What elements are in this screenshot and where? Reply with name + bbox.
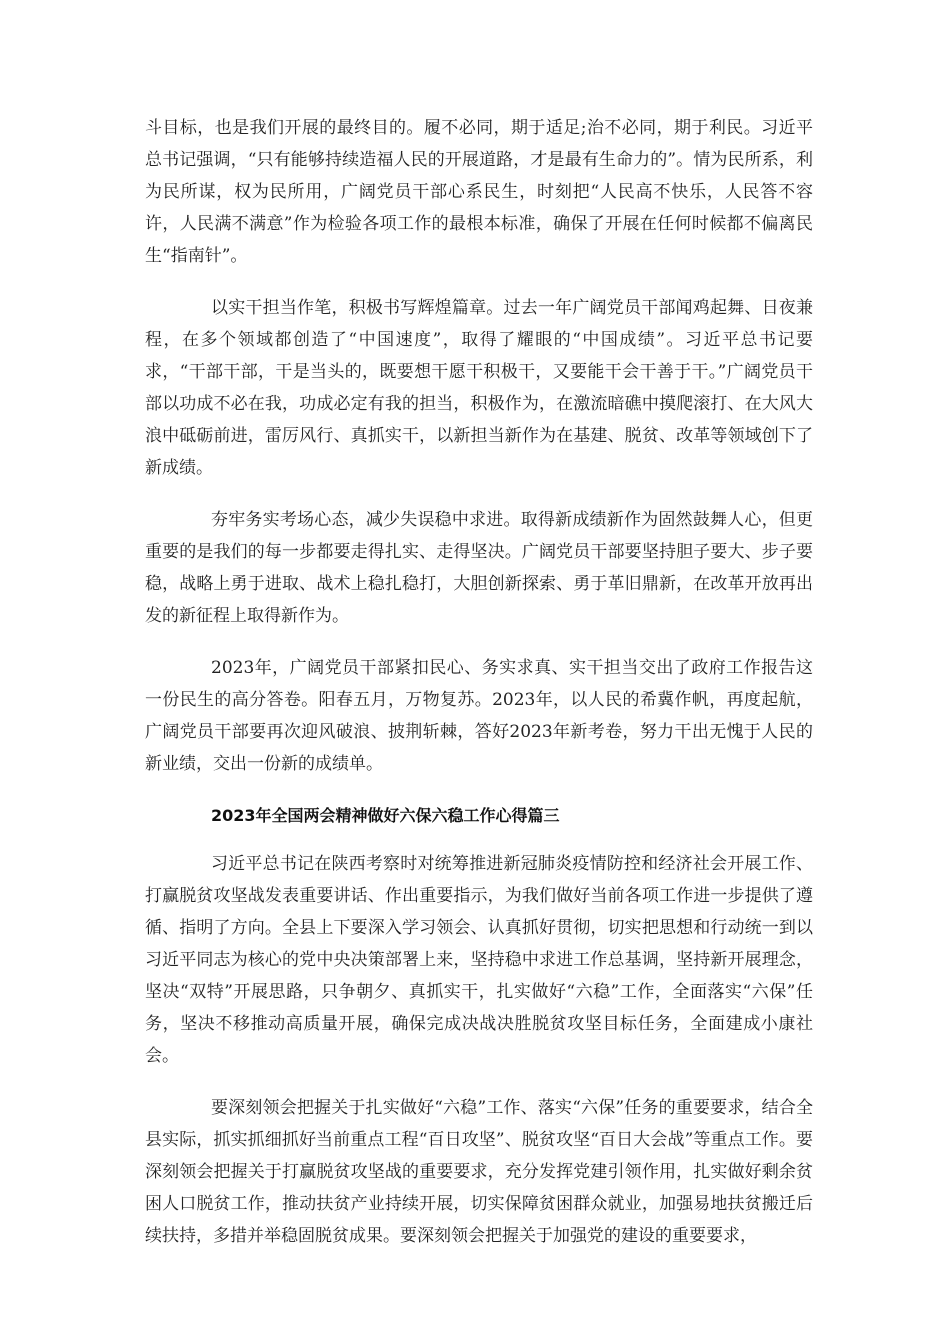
document-body [145, 112, 813, 1272]
paragraph: 夯牢务实考场心态，减少失误稳中求进。取得新成绩新作为固然鼓舞人心，但更重要的是我们的每一步都要走得扎实、走得坚决。广阔党员干部要坚持胆子要大、步子要稳，战略上勇于进取、战术上稳扎稳打，大胆创新探索、勇于革旧鼎新，在改革开放再出发的新征程上取得新作为。 [145, 510, 813, 626]
paragraph: 2023年，广阔党员干部紧扣民心、务实求真、实干担当交出了政府工作报告这一份民生的高分答卷。阳春五月，万物复苏。2023年，以人民的希冀作帆，再度起航，广阔党员干部要再次迎风破浪、披荆斩棘，答好2023年新考卷，努力干出无愧于人民的新业绩，交出一份新的成绩单。 [145, 658, 813, 774]
paragraph: 要深刻领会把握关于扎实做好“六稳”工作、落实“六保”任务的重要要求，结合全县实际，抓实抓细抓好当前重点工程“百日攻坚”、脱贫攻坚“百日大会战”等重点工作。要深刻领会把握关于打赢脱贫攻坚战的重要要求，充分发挥党建引领作用，扎实做好剩余贫困人口脱贫工作，推动扶贫产业持续开展，切实保障贫困群众就业，加强易地扶贫搬迁后续扶持，多措并举稳固脱贫成果。要深刻领会把握关于加强党的建设的重要要求， [145, 1098, 813, 1246]
paragraph: 习近平总书记在陕西考察时对统筹推进新冠肺炎疫情防控和经济社会开展工作、打赢脱贫攻坚战发表重要讲话、作出重要指示，为我们做好当前各项工作进一步提供了遵循、指明了方向。全县上下要深入学习领会、认真抓好贯彻，切实把思想和行动统一到以习近平同志为核心的党中央决策部署上来，坚持稳中求进工作总基调，坚持新开展理念，坚决“双特”开展思路，只争朝夕、真抓实干，扎实做好“六稳”工作，全面落实“六保”任务，坚决不移推动高质量开展，确保完成决战决胜脱贫攻坚目标任务，全面建成小康社会。 [145, 854, 813, 1066]
paragraph-continued: 斗目标，也是我们开展的最终目的。履不必同，期于适足;治不必同，期于利民。习近平总书记强调，“只有能够持续造福人民的开展道路，才是最有生命力的”。情为民所系，利为民所谋，权为民所用，广阔党员干部心系民生，时刻把“人民高不快乐，人民答不容许，人民满不满意”作为检验各项工作的最根本标准，确保了开展在任何时候都不偏离民生“指南针”。 [145, 118, 813, 266]
paragraph: 以实干担当作笔，积极书写辉煌篇章。过去一年广阔党员干部闻鸡起舞、日夜兼程，在多个领域都创造了“中国速度”，取得了耀眼的“中国成绩”。习近平总书记要求，“干部干部，干是当头的，既要想干愿干积极干，又要能干会干善于干。”广阔党员干部以功成不必在我，功成必定有我的担当，积极作为，在激流暗礁中摸爬滚打、在大风大浪中砥砺前进，雷厉风行、真抓实干，以新担当新作为在基建、脱贫、改革等领域创下了新成绩。 [145, 298, 813, 478]
section-heading: 2023年全国两会精神做好六保六稳工作心得篇三 [211, 806, 560, 825]
